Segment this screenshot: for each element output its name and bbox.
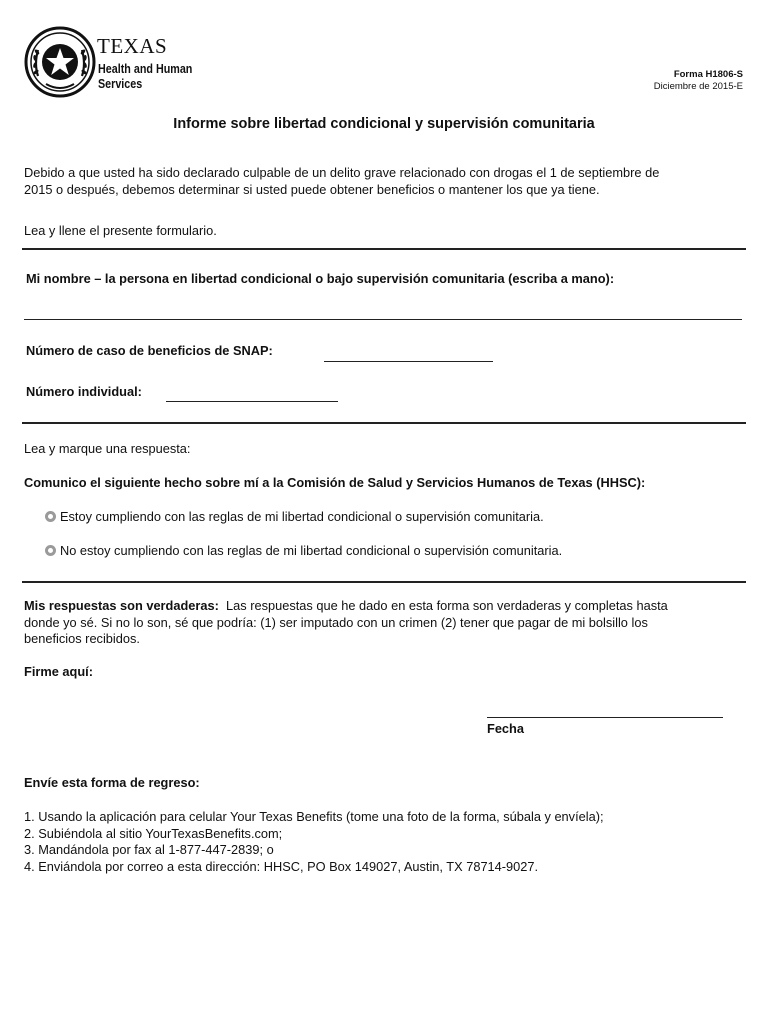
fill-instruction: Lea y llene el presente formulario. [24, 223, 217, 238]
name-label: Mi nombre – la persona en libertad condicional o bajo supervisión comunitaria (escriba a mano): [26, 271, 615, 286]
return-heading: Envíe esta forma de regreso: [24, 775, 200, 790]
radio-button[interactable] [45, 545, 56, 556]
certification-paragraph [24, 598, 744, 648]
response-statement: Comunico el siguiente hecho sobre mí a la Comisión de Salud y Servicios Humanos de Texas (HHSC): [24, 475, 646, 490]
intro-paragraph [24, 165, 659, 198]
certification-text: Las respuestas que he dado en esta forma son verdaderas y completas hasta [226, 598, 668, 613]
section-divider [22, 422, 746, 424]
intro-line2: 2015 o después, debemos determinar si usted puede obtener beneficios o mantener los que ya tiene. [24, 181, 600, 197]
section-divider [22, 248, 746, 250]
intro-line1: Debido a que usted ha sido declarado culpable de un delito grave relacionado con drogas el 1 de septiembre de [24, 165, 660, 180]
radio-button[interactable] [45, 511, 56, 522]
individual-number-field[interactable] [166, 401, 338, 402]
brand-title: TEXAS [97, 34, 168, 58]
certification-heading: Mis respuestas son verdaderas: [24, 598, 219, 613]
option-label: No estoy cumpliendo con las reglas de mi libertad condicional o supervisión comunitaria. [60, 543, 563, 558]
snap-case-label: Número de caso de beneficios de SNAP: [26, 343, 273, 358]
option-not-compliant[interactable] [45, 543, 562, 558]
list-item: 1. Usando la aplicación para celular Your Texas Benefits (tome una foto de la forma, súbala y envíela); [24, 809, 604, 824]
list-item: 2. Subiéndola al sitio YourTexasBenefits.com; [24, 825, 283, 841]
page-title: Informe sobre libertad condicional y supervisión comunitaria [173, 116, 595, 132]
form-identifier [654, 69, 743, 93]
brand-subtitle-line2: Services [98, 77, 143, 91]
brand-subtitle-line1: Health and Human [98, 62, 193, 76]
signature-label: Firme aquí: [24, 664, 93, 679]
certification-line2: donde yo sé. Si no lo son, sé que podría: (1) ser imputado con un crimen (2) tener que pagar de mi bolsillo los [24, 614, 648, 630]
texas-hhs-seal-logo [24, 26, 96, 98]
option-label: Estoy cumpliendo con las reglas de mi libertad condicional o supervisión comunitaria. [60, 509, 544, 524]
list-item: 3. Mandándola por fax al 1-877-447-2839; o [24, 842, 274, 857]
date-label: Fecha [487, 721, 524, 736]
certification-line1 [24, 598, 744, 615]
return-methods-list [24, 809, 604, 875]
form-date: Diciembre de 2015-E [653, 81, 743, 92]
name-field[interactable] [24, 319, 742, 320]
section-divider [22, 581, 746, 583]
list-item: 4. Enviándola por correo a esta dirección: HHSC, PO Box 149027, Austin, TX 78714-9027. [24, 858, 539, 874]
individual-number-label: Número individual: [26, 384, 142, 399]
option-compliant[interactable] [45, 509, 544, 524]
snap-case-number-field[interactable] [324, 361, 493, 362]
date-field[interactable] [487, 717, 723, 718]
brand-subtitle [98, 62, 192, 92]
response-instruction: Lea y marque una respuesta: [24, 441, 191, 456]
form-number: Forma H1806-S [673, 69, 743, 80]
certification-line3: beneficios recibidos. [24, 631, 140, 646]
